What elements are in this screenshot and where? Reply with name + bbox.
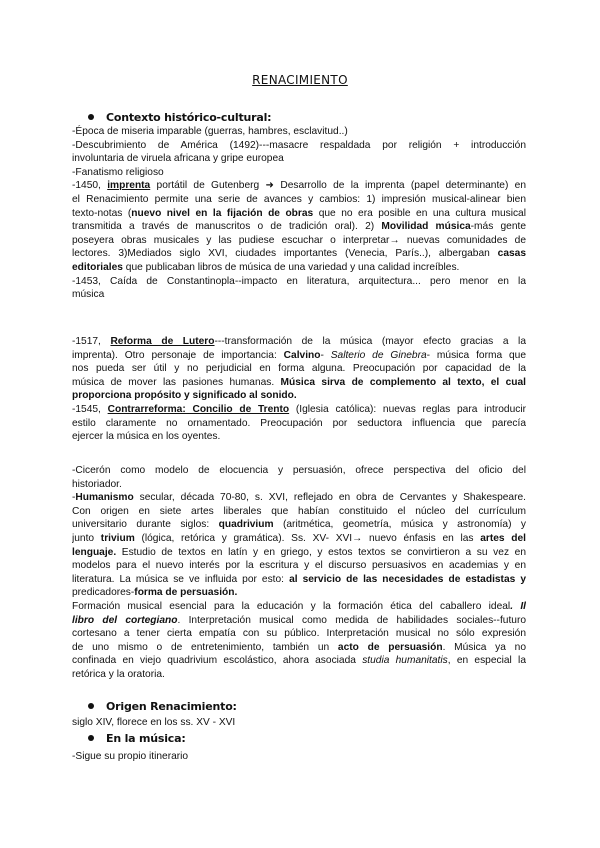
text-line: -Sigue su propio itinerario [72, 751, 189, 762]
text-line: junto trivium (lógica, retórica y gramática). Ss. XV- XVI→ nuevo énfasis en las artes del [72, 532, 526, 544]
text-line: lenguaje. Estudio de textos en latín y en griego, y estos textos se convirtieron a su vez en [72, 546, 526, 558]
text-line: -1450, imprenta portátil de Gutenberg ➜ Desarrollo de la imprenta (papel determinante) en [72, 180, 526, 192]
text-line: transmitida a través de manuscritos o de tradición oral). 2) Movilidad música-más gente [72, 221, 526, 233]
text-line: música [72, 289, 105, 301]
text-line: -1517, Reforma de Lutero---transformación de la música (mayor efecto gracias a la [72, 336, 526, 347]
imprenta-highlight: imprenta [107, 180, 151, 192]
text-line: poseyera obras musicales y las pudiese escuchar o interpretar→ nuevas comunidades de [72, 234, 526, 246]
text-line: universitario durante siglos: quadrivium (aritmética, geometría, música y astronomía) y [72, 519, 526, 531]
text-line: confinada en viejo quadrivium escolástico, ahora asociada studia humanitatis, en especial la [72, 655, 526, 667]
text-line: el Renacimiento permite una serie de avances y cambios: 1) impresión musical-alinear bien [72, 193, 526, 205]
text-line: editoriales que publicaban libros de música de una variedad y una calidad increíbles. [72, 261, 460, 273]
text-line: nos pueda ser útil y no perjudicial en forma alguna. Preocupación por capacidad de la [72, 363, 526, 375]
text-line: Con origen en siete artes liberales que habían constituido el núcleo del currículum [72, 505, 526, 517]
section-heading-musica: En la música: [88, 732, 186, 745]
text-line: libro del cortegiano. Interpretación musical como medida de habilidades sociales--futuro [72, 614, 526, 626]
text-line: imprenta). Otro personaje de importancia: Calvino- Salterio de Ginebra- música forma que [72, 349, 526, 361]
text-line: -1545, Contrarreforma: Concilio de Trento (Iglesia católica): nuevas reglas para introducir [72, 403, 526, 415]
text-line: lectores. 3)Mediados siglo XVI, ciudades importantes (Venecia, París..), albergaban casas [72, 248, 526, 260]
text-line: cortesano a tener cierta empatía con su público. Interpretación musical no sólo expresión [72, 628, 526, 640]
text-line: involuntaria de viruela africana y gripe europea [72, 153, 284, 165]
paragraph-musica [72, 750, 526, 764]
text-line: música de mover las pasiones humanas. Música sirva de complemento al texto, el cual [72, 376, 526, 388]
paragraph-origen [72, 716, 526, 730]
text-line: literatura. La música se ve influida por esto: al servicio de las necesidades de estadistas y [72, 573, 526, 585]
text-line: -Descubrimiento de América (1492)---masacre respaldada por religión + introducción [72, 139, 526, 151]
section-heading-origen: Origen Renacimiento: [88, 700, 237, 713]
text-line: estilo claramente no ornamentado. Preocupación por seductora influencia que parecía [72, 417, 526, 429]
bullet-icon [88, 735, 94, 741]
paragraph-reforma [72, 335, 526, 444]
text-line: siglo XIV, florece en los ss. XV - XVI [72, 717, 236, 728]
text-line: predicadores-forma de persuasión. [72, 587, 238, 599]
section-heading-contexto: Contexto histórico-cultural: [88, 111, 271, 124]
paragraph-humanismo [72, 464, 526, 682]
text-line: -Humanismo secular, década 70-80, s. XVI, reflejado en obra de Cervantes y Shakespeare. [72, 492, 526, 504]
text-line: retórica y la oratoria. [72, 668, 165, 680]
text-line: Formación musical esencial para la educación y la formación ética del caballero ideal. Il [72, 600, 526, 612]
page-title: RENACIMIENTO [252, 73, 348, 87]
bullet-icon [88, 703, 94, 709]
text-line: historiador. [72, 478, 122, 490]
text-line: -Época de miseria imparable (guerras, hambres, esclavitud..) [72, 126, 348, 137]
text-line: proporciona propósito y significado al sonido. [72, 390, 297, 402]
bullet-icon [88, 114, 94, 120]
text-line: texto-notas (nuevo nivel en la fijación de obras que no era posible en una cultura musical [72, 207, 526, 219]
text-line: -1453, Caída de Constantinopla--impacto en literatura, arquitectura... pero menor en la [72, 275, 526, 287]
text-line: -Fanatismo religioso [72, 166, 164, 178]
text-line: -Cicerón como modelo de elocuencia y persuasión, ofrece perspectiva del oficio del [72, 465, 526, 476]
text-line: de uno mismo o de entretenimiento, también un acto de persuasión. Música ya no [72, 641, 526, 653]
text-line: ejercer la música en los oyentes. [72, 431, 221, 443]
text-line: modelos para el nuevo interés por la escritura y el discurso persuasivos en academias y en [72, 560, 526, 572]
paragraph-contexto [72, 125, 526, 302]
